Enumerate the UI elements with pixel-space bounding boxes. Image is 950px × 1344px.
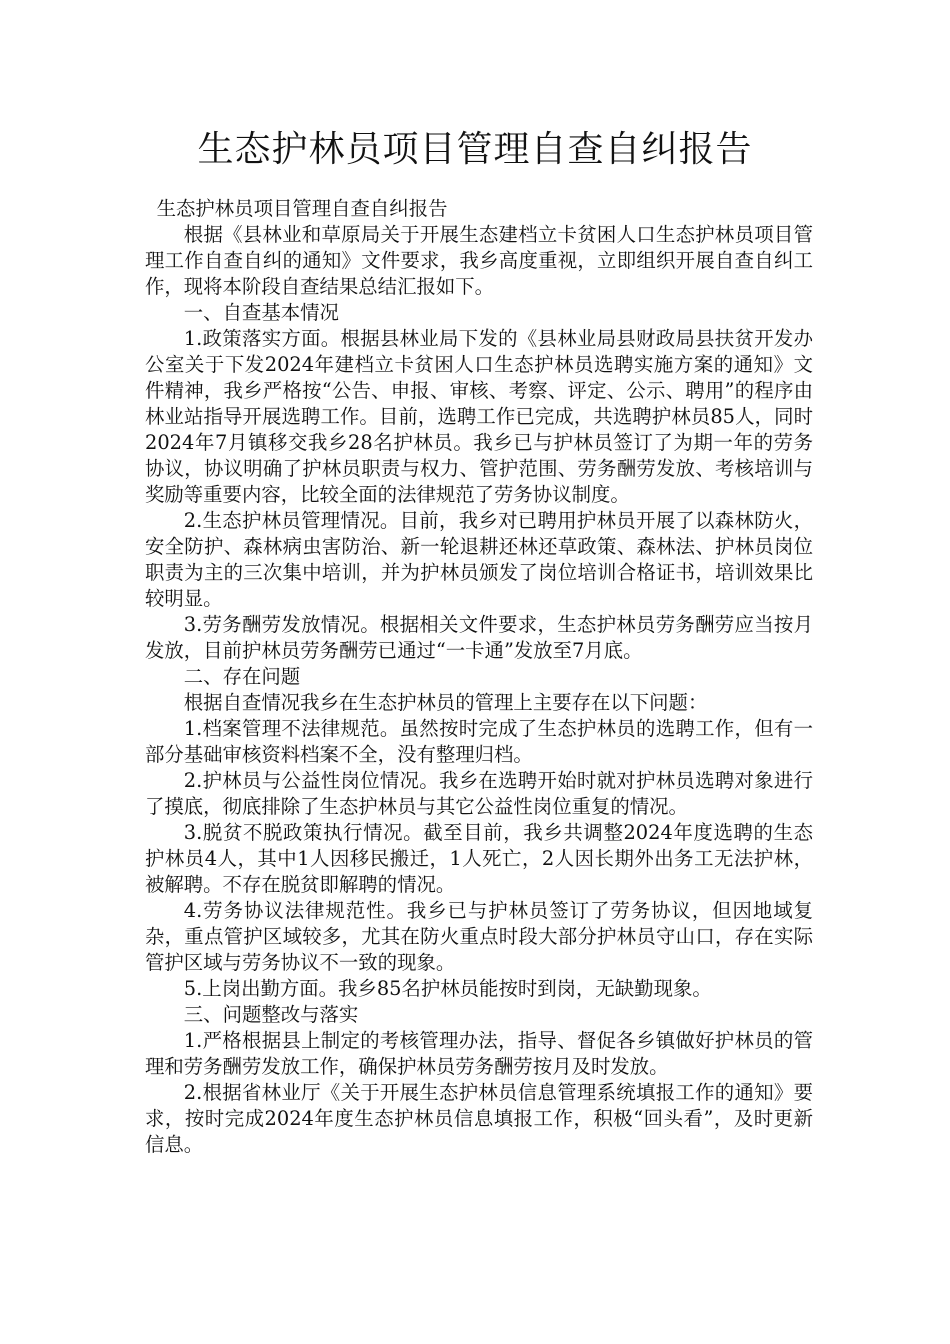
paragraph-payment: 3.劳务酬劳发放情况。根据相关文件要求，生态护林员劳务酬劳应当按月发放，目前护林员劳务酬劳已通过“一卡通”发放至7月底。 <box>145 613 813 662</box>
paragraph-archives: 1.档案管理不法律规范。虽然按时完成了生态护林员的选聘工作，但有一部分基础审核资料档案不全，没有整理归档。 <box>145 717 813 766</box>
document-body <box>145 196 813 1158</box>
section-heading-3: 三、问题整改与落实 <box>183 1003 359 1026</box>
paragraph-public-posts: 2.护林员与公益性岗位情况。我乡在选聘开始时就对护林员选聘对象进行了摸底，彻底排除了生态护林员与其它公益性岗位重复的情况。 <box>145 769 813 818</box>
paragraph-rectification-2: 2.根据省林业厅《关于开展生态护林员信息管理系统填报工作的通知》要求，按时完成2024年度生态护林员信息填报工作，积极“回头看”，及时更新信息。 <box>145 1081 813 1156</box>
paragraph-attendance: 5.上岗出勤方面。我乡85名护林员能按时到岗，无缺勤现象。 <box>183 977 712 1000</box>
paragraph-management: 2.生态护林员管理情况。目前，我乡对已聘用护林员开展了以森林防火，安全防护、森林病虫害防治、新一轮退耕还林还草政策、森林法、护林员岗位职责为主的三次集中培训，并为护林员颁发了岗位培训合格证书，培训效果比较明显。 <box>145 509 813 610</box>
paragraph-rectification-1: 1.严格根据县上制定的考核管理办法，指导、督促各乡镇做好护林员的管理和劳务酬劳发放工作，确保护林员劳务酬劳按月及时发放。 <box>145 1029 813 1078</box>
section-heading-2: 二、存在问题 <box>183 665 301 688</box>
document-title: 生态护林员项目管理自查自纠报告 <box>197 129 753 170</box>
subtitle-paragraph: 生态护林员项目管理自查自纠报告 <box>156 197 448 220</box>
intro-paragraph: 根据《县林业和草原局关于开展生态建档立卡贫困人口生态护林员项目管理工作自查自纠的通知》文件要求，我乡高度重视，立即组织开展自查自纠工作，现将本阶段自查结果总结汇报如下。 <box>145 223 813 298</box>
paragraph-policy-execution: 3.脱贫不脱政策执行情况。截至目前，我乡共调整2024年度选聘的生态护林员4人，其中1人因移民搬迁，1人死亡，2人因长期外出务工无法护林，被解聘。不存在脱贫即解聘的情况。 <box>145 821 813 896</box>
paragraph-policy: 1.政策落实方面。根据县林业局下发的《县林业局县财政局县扶贫开发办公室关于下发2024年建档立卡贫困人口生态护林员选聘实施方案的通知》文件精神，我乡严格按“公告、申报、审核、考察、评定、公示、聘用”的程序由林业站指导开展选聘工作。目前，选聘工作已完成，共选聘护林员85人，同时2024年7月镇移交我乡28名护林员。我乡已与护林员签订了为期一年的劳务协议，协议明确了护林员职责与权力、管护范围、劳务酬劳发放、考核培训与奖励等重要内容，比较全面的法律规范了劳务协议制度。 <box>145 327 813 506</box>
paragraph-labor-agreement: 4.劳务协议法律规范性。我乡已与护林员签订了劳务协议，但因地域复杂，重点管护区域较多，尤其在防火重点时段大部分护林员守山口，存在实际管护区域与劳务协议不一致的现象。 <box>145 899 813 974</box>
paragraph-problems-intro: 根据自查情况我乡在生态护林员的管理上主要存在以下问题： <box>183 691 708 714</box>
section-heading-1: 一、自查基本情况 <box>183 301 339 324</box>
